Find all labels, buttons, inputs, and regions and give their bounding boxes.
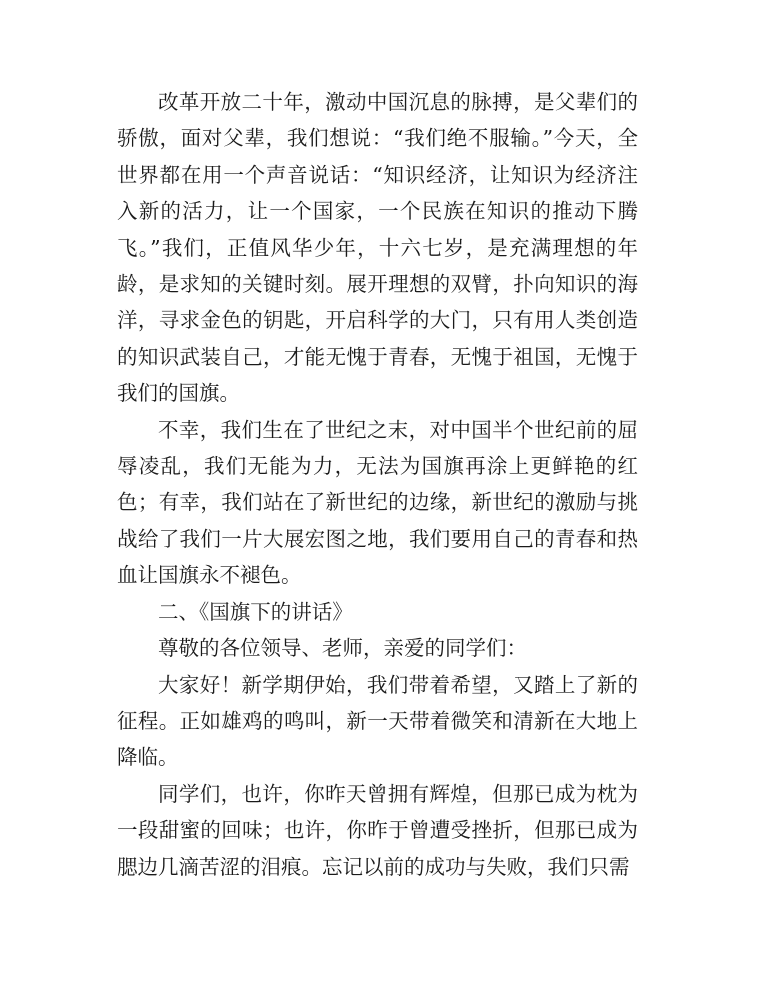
speech-paragraph: 大家好！新学期伊始，我们带着希望，又踏上了新的征程。正如雄鸡的鸣叫，新一天带着微笑和清新在大地上降临。 xyxy=(117,672,638,770)
speech-paragraph: 同学们，也许，你昨天曾拥有辉煌，但那已成为枕为一段甜蜜的回味；也许，你昨于曾遭受挫折，但那已成为腮边几滴苦涩的泪痕。忘记以前的成功与失败，我们只需 xyxy=(117,781,638,879)
document-body xyxy=(117,84,638,885)
speech-greeting: 尊敬的各位领导、老师，亲爱的同学们： xyxy=(158,636,527,661)
section-heading: 二、《国旗下的讲话》 xyxy=(158,599,353,624)
body-paragraph: 不幸，我们生在了世纪之末，对中国半个世纪前的屈辱凌乱，我们无能为力，无法为国旗再涂上更鲜艳的红色；有幸，我们站在了新世纪的边缘，新世纪的激励与挑战给了我们一片大展宏图之地，我们要用自己的青春和热血让国旗永不褪色。 xyxy=(117,417,638,588)
body-paragraph: 改革开放二十年，激动中国沉息的脉搏，是父辈们的骄傲，面对父辈，我们想说：“我们绝不服输。”今天，全世界都在用一个声音说话：“知识经济，让知识为经济注入新的活力，让一个国家，一个民族在知识的推动下腾飞。”我们，正值风华少年，十六七岁，是充满理想的年龄，是求知的关键时刻。展开理想的双臂，扑向知识的海洋，寻求金色的钥匙，开启科学的大门，只有用人类创造的知识武装自己，才能无愧于青春，无愧于祖国，无愧于我们的国旗。 xyxy=(117,90,638,406)
